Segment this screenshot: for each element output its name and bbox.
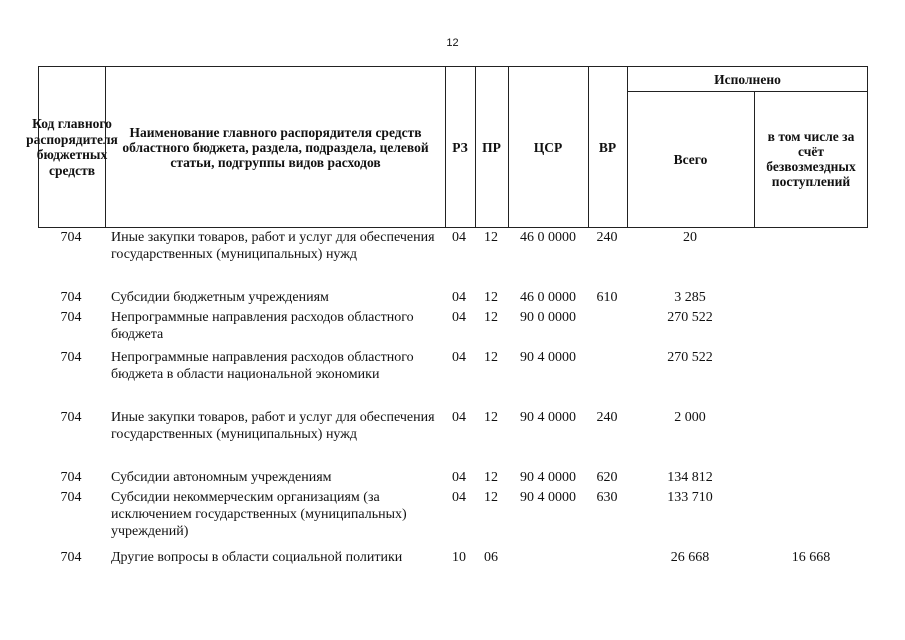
cell-csr: 90 4 0000	[520, 490, 576, 505]
table-row	[38, 289, 868, 309]
cell-code: 704	[60, 310, 82, 325]
header-total: Всего	[673, 151, 708, 167]
cell-vr: 240	[596, 230, 618, 245]
cell-csr: 90 0 0000	[520, 310, 576, 325]
cell-pr: 12	[484, 490, 498, 505]
cell-code: 704	[60, 290, 82, 305]
cell-name: Непрограммные направления расходов областного бюджета в области национальной экономики	[111, 350, 414, 382]
cell-csr: 90 4 0000	[520, 350, 576, 365]
cell-code: 704	[60, 550, 82, 565]
cell-code: 704	[60, 230, 82, 245]
header-name: Наименование главного распорядителя средств областного бюджета, раздела, подраздела, целевой статьи, подгруппы видов расходов	[122, 124, 429, 170]
cell-total: 270 522	[667, 350, 713, 365]
table-row	[38, 229, 868, 289]
table-header	[26, 66, 868, 228]
cell-pr: 12	[484, 410, 498, 425]
cell-total: 3 285	[674, 290, 706, 305]
cell-code: 704	[60, 350, 82, 365]
cell-total: 20	[683, 230, 697, 245]
table-body	[38, 229, 868, 569]
cell-vr: 630	[596, 490, 618, 505]
header-gratuitous: в том числе за счёт безвозмездных поступлений	[766, 129, 856, 189]
cell-rz: 04	[452, 470, 466, 485]
cell-pr: 12	[484, 350, 498, 365]
cell-rz: 04	[452, 310, 466, 325]
cell-vr: 620	[596, 470, 618, 485]
cell-pr: 12	[484, 470, 498, 485]
cell-code: 704	[60, 410, 82, 425]
cell-vr: 610	[596, 290, 618, 305]
table-row	[38, 409, 868, 469]
header-rz: РЗ	[452, 139, 468, 155]
cell-pr: 06	[484, 550, 498, 565]
table-row	[38, 549, 868, 569]
header-vr: ВР	[598, 139, 617, 155]
cell-name: Другие вопросы в области социальной политики	[111, 550, 403, 565]
cell-name: Субсидии автономным учреждениям	[111, 470, 332, 485]
table-row	[38, 489, 868, 549]
cell-name: Субсидии некоммерческим организациям (за исключением государственных (муниципальных) учреждений)	[111, 490, 407, 539]
cell-pr: 12	[484, 310, 498, 325]
cell-csr: 46 0 0000	[520, 230, 576, 245]
cell-total: 2 000	[674, 410, 706, 425]
cell-csr: 90 4 0000	[520, 470, 576, 485]
header-csr: ЦСР	[533, 139, 563, 155]
cell-total: 26 668	[670, 550, 710, 565]
cell-total: 133 710	[667, 490, 713, 505]
cell-csr: 90 4 0000	[520, 410, 576, 425]
cell-code: 704	[60, 490, 82, 505]
cell-name: Непрограммные направления расходов областного бюджета	[111, 310, 414, 342]
header-executed: Исполнено	[714, 71, 781, 87]
cell-gratuitous: 16 668	[791, 550, 831, 565]
cell-csr: 46 0 0000	[520, 290, 576, 305]
header-pr: ПР	[482, 139, 501, 155]
cell-vr: 240	[596, 410, 618, 425]
table-row	[38, 309, 868, 349]
cell-pr: 12	[484, 290, 498, 305]
page-number: 12	[446, 37, 459, 49]
cell-rz: 04	[452, 490, 466, 505]
header-code: Код главного распорядителя бюджетных средств	[26, 116, 118, 178]
cell-rz: 04	[452, 410, 466, 425]
cell-rz: 04	[452, 350, 466, 365]
cell-name: Иные закупки товаров, работ и услуг для обеспечения государственных (муниципальных) нужд	[111, 410, 435, 442]
cell-rz: 04	[452, 230, 466, 245]
table-row	[38, 349, 868, 409]
cell-name: Иные закупки товаров, работ и услуг для обеспечения государственных (муниципальных) нужд	[111, 230, 435, 262]
cell-code: 704	[60, 470, 82, 485]
table-row	[38, 469, 868, 489]
cell-rz: 04	[452, 290, 466, 305]
cell-rz: 10	[452, 550, 466, 565]
cell-name: Субсидии бюджетным учреждениям	[111, 290, 329, 305]
cell-pr: 12	[484, 230, 498, 245]
cell-total: 134 812	[667, 470, 713, 485]
cell-total: 270 522	[667, 310, 713, 325]
